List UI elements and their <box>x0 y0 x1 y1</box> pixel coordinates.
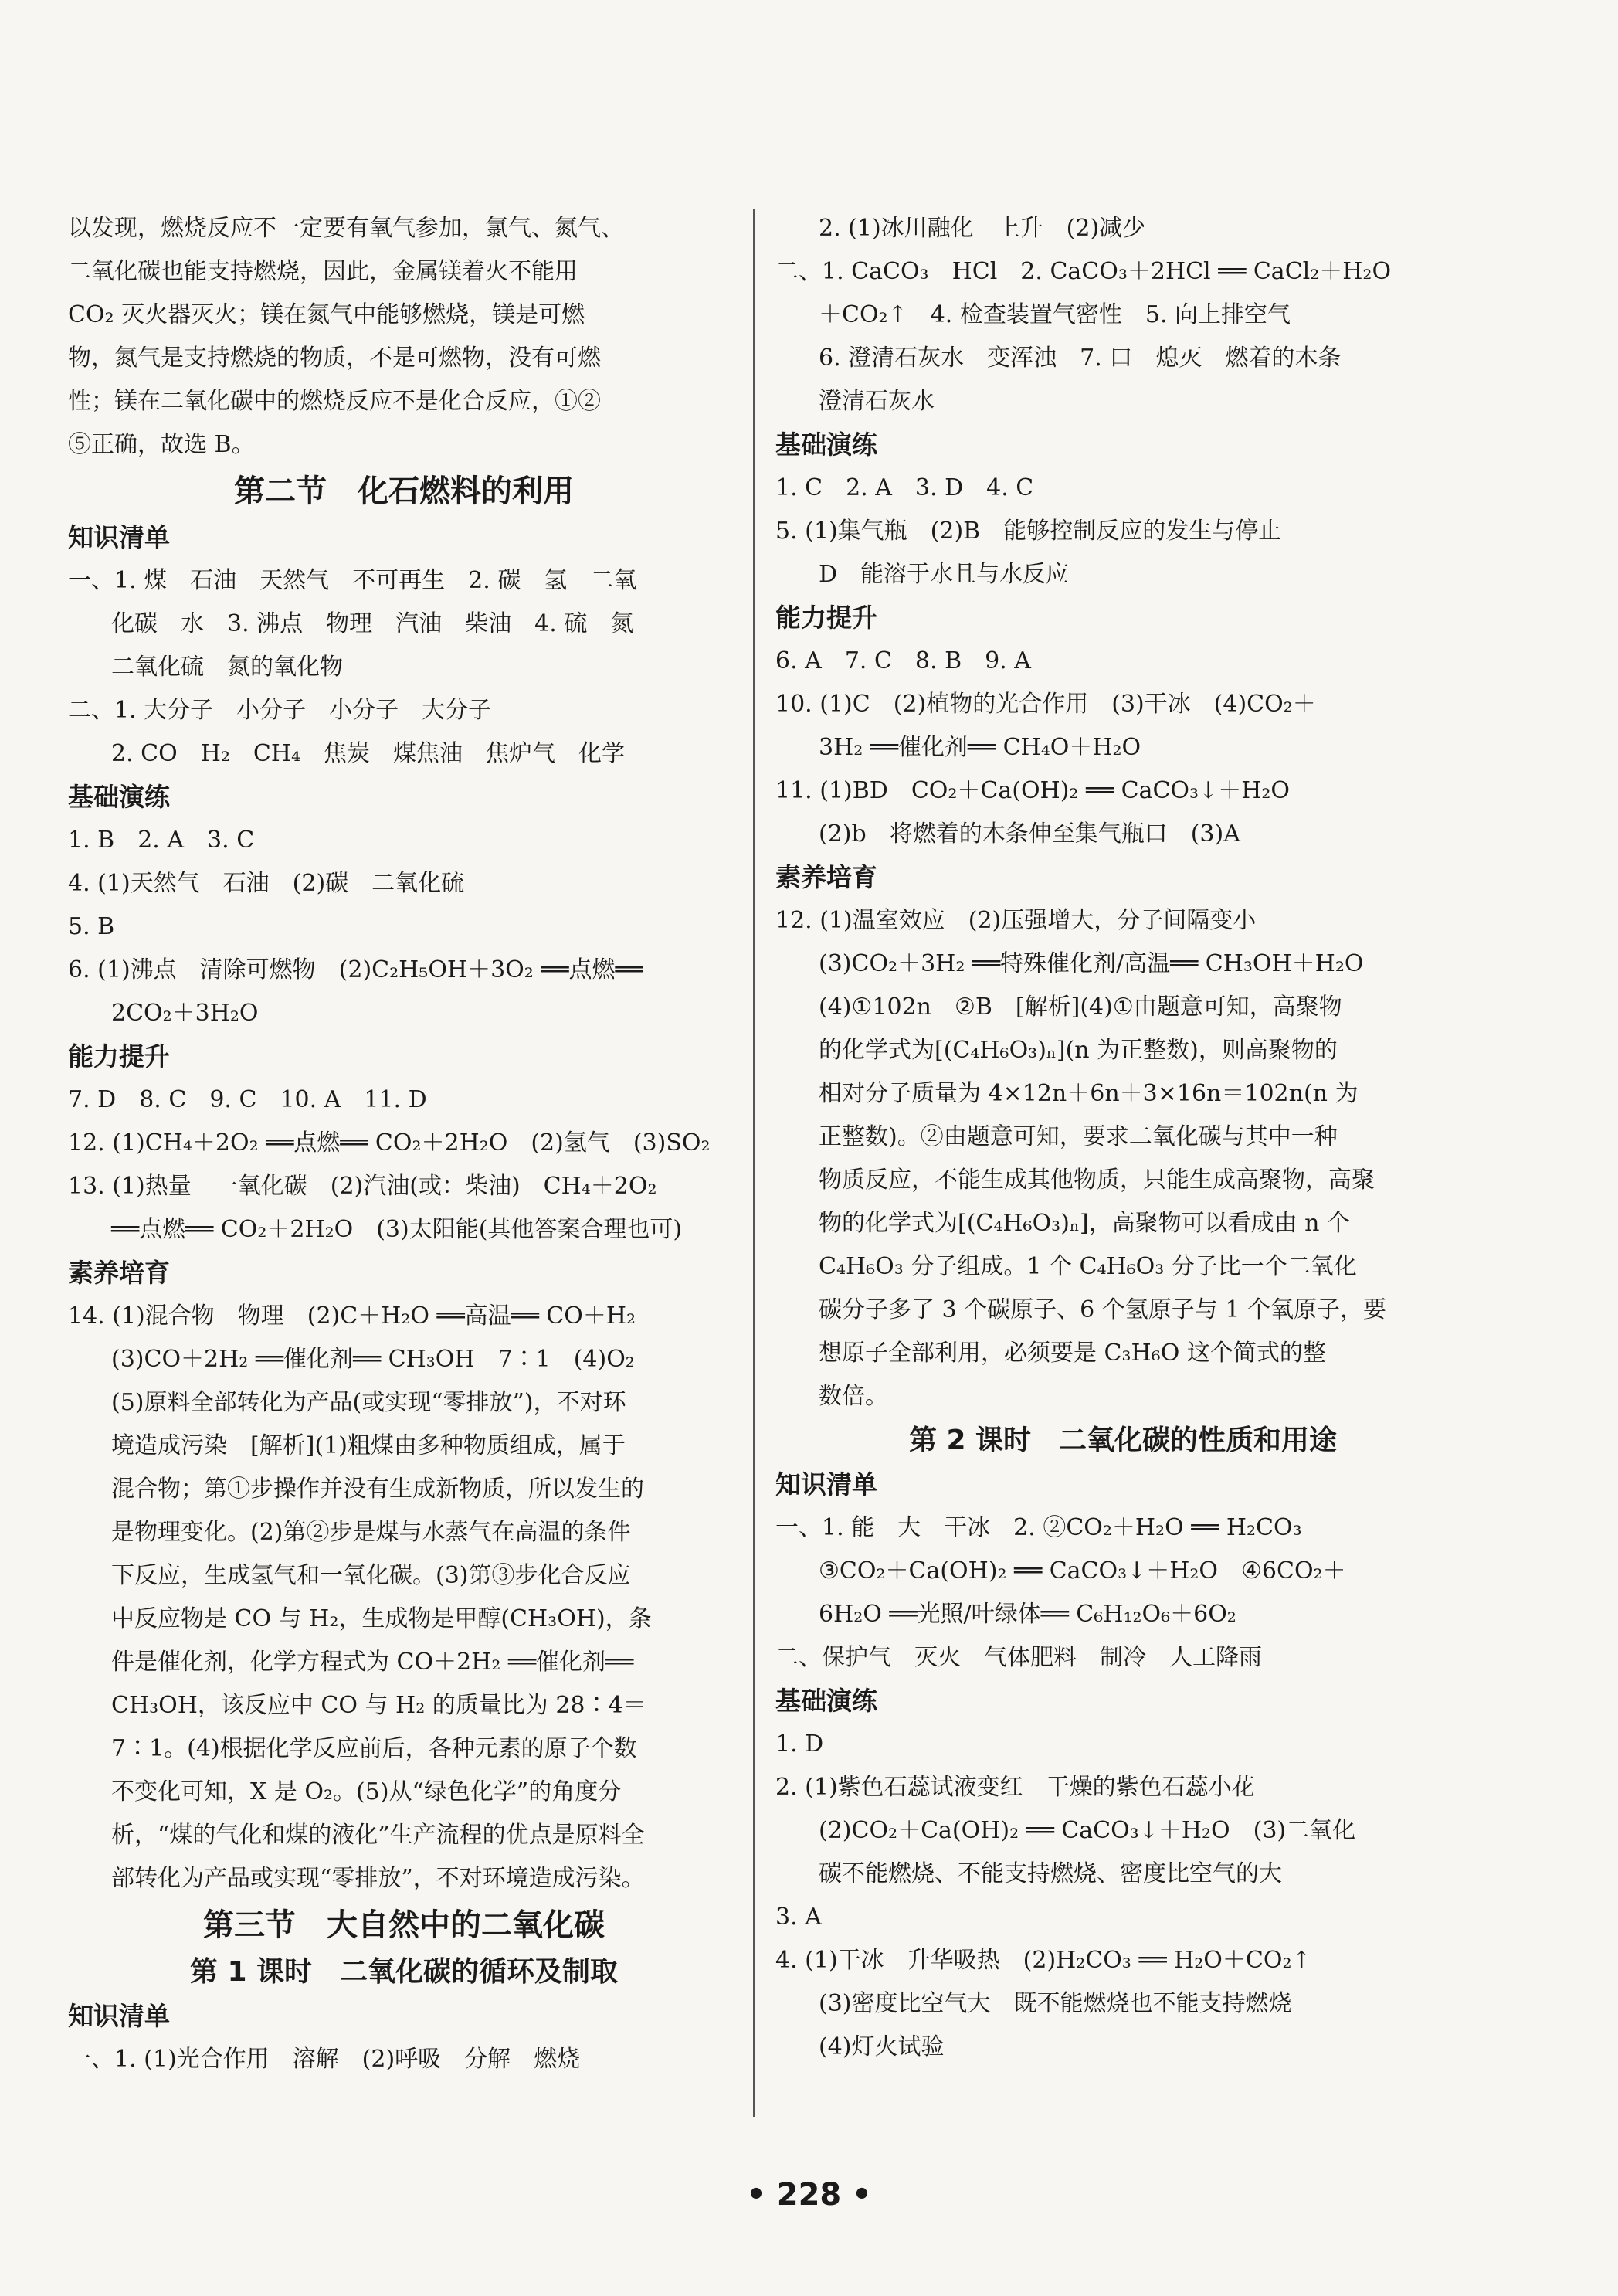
column-divider <box>753 209 755 2117</box>
text-line: (3)CO₂＋3H₂ ══特殊催化剂/高温══ CH₃OH＋H₂O <box>819 950 1364 977</box>
text-line: 1. B 2. A 3. C <box>68 827 255 854</box>
text-line: (3)密度比空气大 既不能燃烧也不能支持燃烧 <box>819 1990 1292 2017</box>
subsection-heading: 知识清单 <box>68 522 170 552</box>
text-line: CH₃OH，该反应中 CO 与 H₂ 的质量比为 28∶4＝ <box>111 1692 646 1719</box>
text-line: (4)①102n ②B [解析](4)①由题意可知，高聚物 <box>819 993 1342 1021</box>
text-line: 1. D <box>775 1730 824 1758</box>
text-line: 6H₂O ══光照/叶绿体══ C₆H₁₂O₆＋6O₂ <box>819 1601 1236 1628</box>
text-line: 二、1. 大分子 小分子 小分子 大分子 <box>68 697 492 724</box>
subsection-heading: 能力提升 <box>775 603 877 633</box>
subsection-heading: 知识清单 <box>68 2001 170 2031</box>
left-column <box>68 207 740 2081</box>
text-line: 一、1. 能 大 干冰 2. ②CO₂＋H₂O ══ H₂CO₃ <box>775 1514 1302 1541</box>
text-line: 想原子全部利用，必须要是 C₃H₆O 这个简式的整 <box>819 1340 1326 1367</box>
text-line: (3)CO＋2H₂ ══催化剂══ CH₃OH 7∶1 (4)O₂ <box>111 1346 635 1373</box>
subsection-heading: 基础演练 <box>775 1686 877 1716</box>
text-line: 4. (1)干冰 升华吸热 (2)H₂CO₃ ══ H₂O＋CO₂↑ <box>775 1947 1311 1974</box>
text-line: (5)原料全部转化为产品(或实现“零排放”)，不对环 <box>111 1389 626 1416</box>
text-line: 2. CO H₂ CH₄ 焦炭 煤焦油 焦炉气 化学 <box>111 740 626 767</box>
text-line: 物，氮气是支持燃烧的物质，不是可燃物，没有可燃 <box>68 345 601 372</box>
text-line: 部转化为产品或实现“零排放”，不对环境造成污染。 <box>111 1865 645 1892</box>
text-line: 6. (1)沸点 清除可燃物 (2)C₂H₅OH＋3O₂ ══点燃══ <box>68 956 643 983</box>
text-line: 13. (1)热量 一氧化碳 (2)汽油(或：柴油) CH₄＋2O₂ <box>68 1173 657 1200</box>
text-line: ＋CO₂↑ 4. 检查装置气密性 5. 向上排空气 <box>819 301 1291 328</box>
text-line: 7∶1。(4)根据化学反应前后，各种元素的原子个数 <box>111 1735 637 1762</box>
text-line: 6. 澄清石灰水 变浑浊 7. 口 熄灭 燃着的木条 <box>819 345 1342 372</box>
text-line: 数倍。 <box>819 1383 888 1410</box>
lesson-title: 第 1 课时 二氧化碳的循环及制取 <box>189 1956 619 1988</box>
text-line: 境造成污染 [解析](1)粗煤由多种物质组成，属于 <box>111 1432 626 1459</box>
text-line: 1. C 2. A 3. D 4. C <box>775 474 1034 501</box>
text-line: 2. (1)紫色石蕊试液变红 干燥的紫色石蕊小花 <box>775 1774 1255 1801</box>
text-line: CO₂ 灭火器灭火；镁在氮气中能够燃烧，镁是可燃 <box>68 301 585 328</box>
subsection-heading: 素养培育 <box>68 1258 170 1288</box>
subsection-heading: 素养培育 <box>775 862 877 892</box>
text-line: 一、1. (1)光合作用 溶解 (2)呼吸 分解 燃烧 <box>68 2046 581 2073</box>
subsection-heading: 能力提升 <box>68 1041 170 1072</box>
text-line: 相对分子质量为 4×12n＋6n＋3×16n＝102n(n 为 <box>819 1080 1359 1107</box>
text-line: 二、1. CaCO₃ HCl 2. CaCO₃＋2HCl ══ CaCl₂＋H₂O <box>775 258 1392 285</box>
text-line: ⑤正确，故选 B。 <box>68 431 255 458</box>
text-line: 碳分子多了 3 个碳原子、6 个氢原子与 1 个氧原子，要 <box>819 1296 1386 1323</box>
text-line: ══点燃══ CO₂＋2H₂O (3)太阳能(其他答案合理也可) <box>111 1216 683 1243</box>
section-title: 第二节 化石燃料的利用 <box>234 474 574 509</box>
text-line: 一、1. 煤 石油 天然气 不可再生 2. 碳 氢 二氧 <box>68 567 637 594</box>
subsection-heading: 知识清单 <box>775 1469 877 1500</box>
text-line: 下反应，生成氢气和一氧化碳。(3)第③步化合反应 <box>111 1562 631 1589</box>
page-number: • 228 • <box>746 2177 872 2213</box>
subsection-heading: 基础演练 <box>775 430 877 460</box>
text-line: 以发现，燃烧反应不一定要有氧气参加，氯气、氮气、 <box>68 215 624 242</box>
text-line: 7. D 8. C 9. C 10. A 11. D <box>68 1086 427 1113</box>
text-line: 2CO₂＋3H₂O <box>111 1000 259 1027</box>
text-line: (2)b 将燃着的木条伸至集气瓶口 (3)A <box>819 820 1240 847</box>
text-line: 11. (1)BD CO₂＋Ca(OH)₂ ══ CaCO₃↓＋H₂O <box>775 777 1290 804</box>
right-column <box>775 207 1470 2069</box>
text-line: 二、保护气 灭火 气体肥料 制冷 人工降雨 <box>775 1644 1262 1671</box>
text-line: 4. (1)天然气 石油 (2)碳 二氧化硫 <box>68 870 465 897</box>
text-line: 的化学式为[(C₄H₆O₃)ₙ](n 为正整数)，则高聚物的 <box>819 1037 1338 1064</box>
text-line: C₄H₆O₃ 分子组成。1 个 C₄H₆O₃ 分子比一个二氧化 <box>819 1253 1357 1280</box>
text-line: 正整数)。②由题意可知，要求二氧化碳与其中一种 <box>819 1123 1338 1150</box>
text-line: 混合物；第①步操作并没有生成新物质，所以发生的 <box>111 1476 644 1503</box>
text-line: 不变化可知，X 是 O₂。(5)从“绿色化学”的角度分 <box>111 1778 622 1805</box>
text-line: 化碳 水 3. 沸点 物理 汽油 柴油 4. 硫 氮 <box>111 610 634 637</box>
text-line: 12. (1)CH₄＋2O₂ ══点燃══ CO₂＋2H₂O (2)氢气 (3)SO₂ <box>68 1129 711 1156</box>
text-line: 二氧化硫 氮的氧化物 <box>111 654 343 681</box>
text-line: 2. (1)冰川融化 上升 (2)减少 <box>819 215 1146 242</box>
text-line: (4)灯火试验 <box>819 2033 945 2060</box>
text-line: 澄清石灰水 <box>819 388 935 415</box>
text-line: 物质反应，不能生成其他物质，只能生成高聚物，高聚 <box>819 1167 1375 1194</box>
text-line: 件是催化剂，化学方程式为 CO＋2H₂ ══催化剂══ <box>111 1649 634 1676</box>
text-line: ③CO₂＋Ca(OH)₂ ══ CaCO₃↓＋H₂O ④6CO₂＋ <box>819 1557 1346 1584</box>
text-line: 3H₂ ══催化剂══ CH₄O＋H₂O <box>819 734 1141 761</box>
subsection-heading: 基础演练 <box>68 782 170 812</box>
text-line: 中反应物是 CO 与 H₂，生成物是甲醇(CH₃OH)，条 <box>111 1605 652 1632</box>
text-line: D 能溶于水且与水反应 <box>819 561 1070 588</box>
text-line: (2)CO₂＋Ca(OH)₂ ══ CaCO₃↓＋H₂O (3)二氧化 <box>819 1817 1356 1844</box>
text-line: 12. (1)温室效应 (2)压强增大，分子间隔变小 <box>775 907 1257 934</box>
text-line: 碳不能燃烧、不能支持燃烧、密度比空气的大 <box>819 1860 1282 1887</box>
text-line: 6. A 7. C 8. B 9. A <box>775 647 1031 674</box>
text-line: 10. (1)C (2)植物的光合作用 (3)干冰 (4)CO₂＋ <box>775 691 1316 718</box>
text-line: 性；镁在二氧化碳中的燃烧反应不是化合反应，①② <box>68 388 601 415</box>
section-title: 第三节 大自然中的二氧化碳 <box>203 1907 605 1943</box>
text-line: 析，“煤的气化和煤的液化”生产流程的优点是原料全 <box>111 1822 645 1849</box>
lesson-title: 第 2 课时 二氧化碳的性质和用途 <box>908 1425 1338 1456</box>
text-line: 物的化学式为[(C₄H₆O₃)ₙ]，高聚物可以看成由 n 个 <box>819 1210 1350 1237</box>
text-line: 二氧化碳也能支持燃烧，因此，金属镁着火不能用 <box>68 258 578 285</box>
text-line: 是物理变化。(2)第②步是煤与水蒸气在高温的条件 <box>111 1519 631 1546</box>
text-line: 14. (1)混合物 物理 (2)C＋H₂O ══高温══ CO＋H₂ <box>68 1303 636 1330</box>
text-line: 5. B <box>68 913 115 940</box>
text-line: 5. (1)集气瓶 (2)B 能够控制反应的发生与停止 <box>775 518 1282 545</box>
text-line: 3. A <box>775 1904 822 1931</box>
